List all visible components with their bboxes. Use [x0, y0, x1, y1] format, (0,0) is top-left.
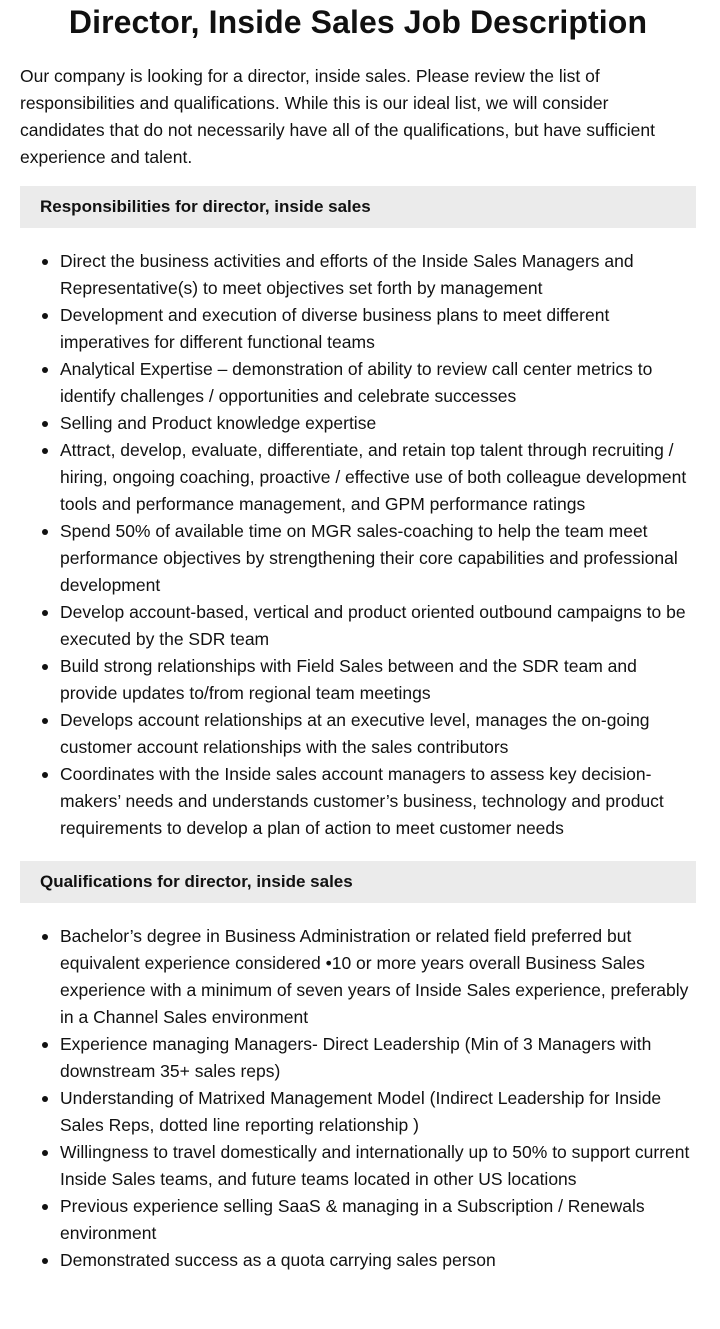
list-item: Develop account-based, vertical and product oriented outbound campaigns to be executed by the SDR team — [60, 599, 696, 653]
list-item: Develops account relationships at an executive level, manages the on-going customer account relationships with the sales contributors — [60, 707, 696, 761]
qualifications-heading: Qualifications for director, inside sales — [40, 872, 353, 891]
list-item: Willingness to travel domestically and internationally up to 50% to support current Inside Sales teams, and future teams located in other US locations — [60, 1139, 696, 1193]
qualifications-header — [20, 861, 696, 903]
intro-paragraph: Our company is looking for a director, inside sales. Please review the list of responsibilities and qualifications. While this is our ideal list, we will consider candidates that do not necessarily have all of the qualifications, but have sufficient experience and talent. — [20, 66, 655, 167]
list-item: Development and execution of diverse business plans to meet different imperatives for different functional teams — [60, 302, 696, 356]
list-item: Build strong relationships with Field Sales between and the SDR team and provide updates to/from regional team meetings — [60, 653, 696, 707]
list-item: Bachelor’s degree in Business Administration or related field preferred but equivalent experience considered •10 or more years overall Business Sales experience with a minimum of seven years of Inside Sales experience, preferably in a Channel Sales environment — [60, 923, 696, 1031]
list-item: Analytical Expertise – demonstration of ability to review call center metrics to identify challenges / opportunities and celebrate successes — [60, 356, 696, 410]
list-item: Direct the business activities and efforts of the Inside Sales Managers and Representative(s) to meet objectives set forth by management — [60, 248, 696, 302]
list-item: Experience managing Managers- Direct Leadership (Min of 3 Managers with downstream 35+ sales reps) — [60, 1031, 696, 1085]
responsibilities-heading: Responsibilities for director, inside sales — [40, 197, 371, 216]
page-title: Director, Inside Sales Job Description — [68, 4, 648, 40]
list-item: Selling and Product knowledge expertise — [60, 410, 696, 437]
job-description-page — [0, 2, 720, 1274]
list-item: Demonstrated success as a quota carrying sales person — [60, 1247, 696, 1274]
list-item: Understanding of Matrixed Management Model (Indirect Leadership for Inside Sales Reps, dotted line reporting relationship ) — [60, 1085, 696, 1139]
list-item: Attract, develop, evaluate, differentiate, and retain top talent through recruiting / hiring, ongoing coaching, proactive / effective use of both colleague development tools and performance management, and GPM performance ratings — [60, 437, 696, 518]
responsibilities-header — [20, 186, 696, 228]
list-item: Coordinates with the Inside sales account managers to assess key decision-makers’ needs and understands customer’s business, technology and product requirements to develop a plan of action to meet customer needs — [60, 761, 696, 842]
qualifications-list — [20, 923, 696, 1274]
list-item: Spend 50% of available time on MGR sales-coaching to help the team meet performance objectives by strengthening their core capabilities and professional development — [60, 518, 696, 599]
list-item: Previous experience selling SaaS & managing in a Subscription / Renewals environment — [60, 1193, 696, 1247]
responsibilities-list — [20, 248, 696, 842]
